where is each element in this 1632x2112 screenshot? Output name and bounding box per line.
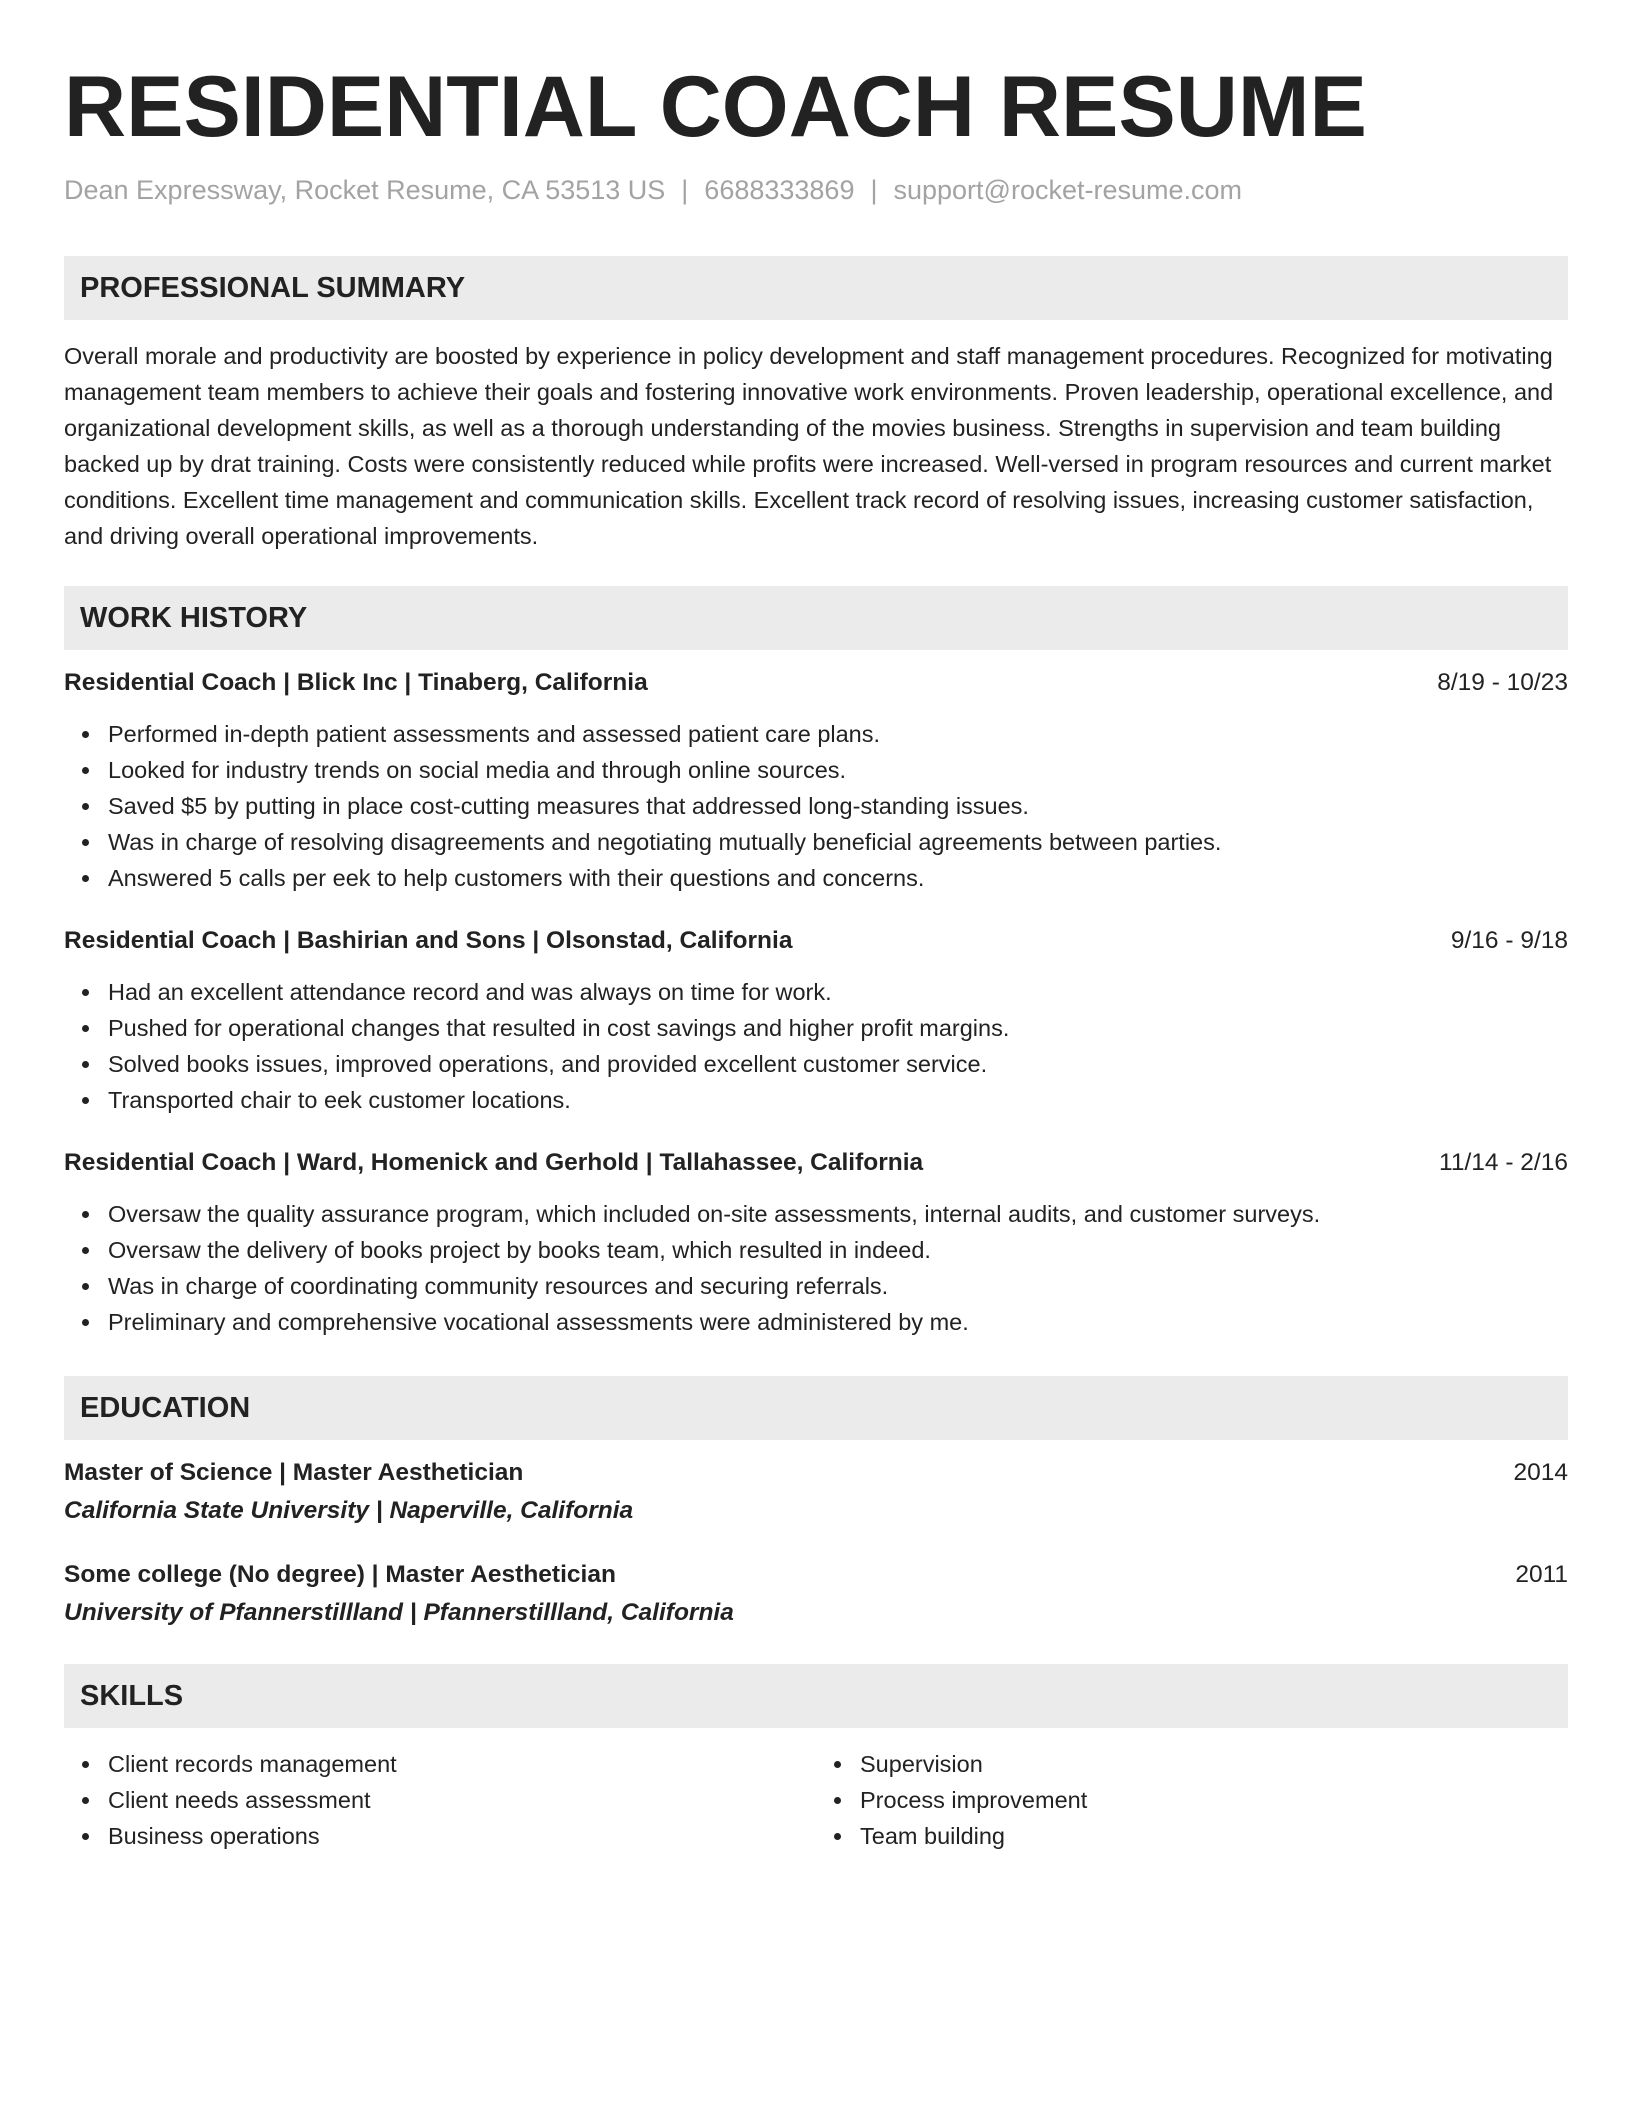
skills-list-left [64, 1746, 816, 1854]
list-item: Client needs assessment [64, 1782, 816, 1818]
list-item: Preliminary and comprehensive vocational assessments were administered by me. [64, 1304, 1568, 1340]
job-title: Residential Coach | Bashirian and Sons | Olsonstad, California [64, 927, 793, 955]
list-item: Pushed for operational changes that resulted in cost savings and higher profit margins. [64, 1010, 1568, 1046]
job-dates: 9/16 - 9/18 [1450, 927, 1568, 955]
job-dates: 8/19 - 10/23 [1437, 669, 1568, 697]
job-entry [64, 1148, 1568, 1340]
list-item: Was in charge of coordinating community resources and securing referrals. [64, 1268, 1568, 1304]
job-entry [64, 926, 1568, 1118]
job-header [64, 926, 1568, 956]
skills-list-right [816, 1746, 1568, 1854]
list-item: Looked for industry trends on social media and through online sources. [64, 752, 1568, 788]
list-item: Business operations [64, 1818, 816, 1854]
education-entry [64, 1560, 1568, 1628]
section-heading-skills: SKILLS [64, 1664, 1568, 1728]
contact-address: Dean Expressway, Rocket Resume, CA 53513 US [64, 175, 666, 205]
education-header [64, 1458, 1568, 1488]
education-school: California State University | Naperville, California [64, 1497, 634, 1525]
job-dates: 11/14 - 2/16 [1439, 1149, 1568, 1177]
job-bullets [64, 1196, 1568, 1340]
list-item: Client records management [64, 1746, 816, 1782]
job-entry [64, 668, 1568, 896]
skills-grid [64, 1746, 1568, 1854]
contact-separator: | [681, 175, 689, 205]
job-title: Residential Coach | Blick Inc | Tinaberg, California [64, 669, 648, 697]
list-item: Oversaw the quality assurance program, which included on-site assessments, internal audits, and customer surveys. [64, 1196, 1568, 1232]
list-item: Team building [816, 1818, 1568, 1854]
job-header [64, 668, 1568, 698]
list-item: Performed in-depth patient assessments and assessed patient care plans. [64, 716, 1568, 752]
section-heading-education: EDUCATION [64, 1376, 1568, 1440]
contact-phone: 6688333869 [704, 175, 855, 205]
list-item: Supervision [816, 1746, 1568, 1782]
list-item: Process improvement [816, 1782, 1568, 1818]
resume-title: RESIDENTIAL COACH RESUME [64, 59, 1367, 155]
job-header [64, 1148, 1568, 1178]
contact-line [64, 174, 1568, 206]
education-degree: Master of Science | Master Aesthetician [64, 1459, 524, 1487]
job-bullets [64, 974, 1568, 1118]
list-item: Oversaw the delivery of books project by books team, which resulted in indeed. [64, 1232, 1568, 1268]
education-year: 2014 [1513, 1459, 1568, 1487]
summary-text: Overall morale and productivity are boosted by experience in policy development and staff management procedures. Recognized for motivating management team members to achieve their goals and fostering innovative work environments. Proven leadership, operational excellence, and organizational development skills, as well as a thorough understanding of the movies business. Strengths in supervision and team building backed up by drat training. Costs were consistently reduced while profits were increased. Well-versed in program resources and current market conditions. Excellent time management and communication skills. Excellent track record of resolving issues, increasing customer satisfaction, and driving overall operational improvements. [64, 343, 1554, 550]
contact-separator: | [870, 175, 878, 205]
list-item: Was in charge of resolving disagreements and negotiating mutually beneficial agreements between parties. [64, 824, 1568, 860]
job-title: Residential Coach | Ward, Homenick and Gerhold | Tallahassee, California [64, 1149, 924, 1177]
education-header [64, 1560, 1568, 1590]
list-item: Had an excellent attendance record and was always on time for work. [64, 974, 1568, 1010]
job-bullets [64, 716, 1568, 896]
section-heading-work-history: WORK HISTORY [64, 586, 1568, 650]
list-item: Answered 5 calls per eek to help customers with their questions and concerns. [64, 860, 1568, 896]
education-entry [64, 1458, 1568, 1526]
education-year: 2011 [1515, 1561, 1568, 1589]
education-school: University of Pfannerstillland | Pfannerstillland, California [64, 1599, 734, 1627]
contact-email: support@rocket-resume.com [893, 175, 1243, 205]
list-item: Transported chair to eek customer locations. [64, 1082, 1568, 1118]
education-degree: Some college (No degree) | Master Aesthetician [64, 1561, 616, 1589]
section-heading-summary: PROFESSIONAL SUMMARY [64, 256, 1568, 320]
list-item: Solved books issues, improved operations, and provided excellent customer service. [64, 1046, 1568, 1082]
list-item: Saved $5 by putting in place cost-cutting measures that addressed long-standing issues. [64, 788, 1568, 824]
